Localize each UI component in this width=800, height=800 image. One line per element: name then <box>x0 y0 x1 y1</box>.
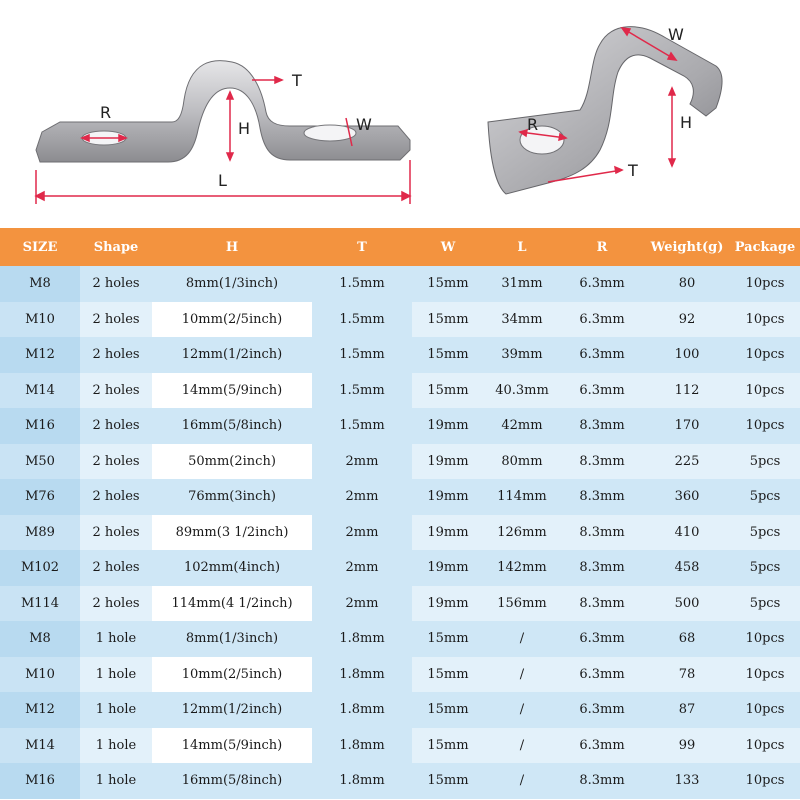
cell-w: 15mm <box>412 692 484 728</box>
label-h-left: H <box>238 119 251 138</box>
cell-size: M16 <box>0 408 80 444</box>
cell-package: 10pcs <box>730 763 800 799</box>
cell-t: 1.5mm <box>312 337 412 373</box>
cell-l: / <box>484 728 560 764</box>
column-header-size: SIZE <box>0 228 80 266</box>
cell-w: 19mm <box>412 515 484 551</box>
table-row <box>0 621 800 657</box>
table-row <box>0 408 800 444</box>
cell-w: 19mm <box>412 479 484 515</box>
cell-h: 14mm(5/9inch) <box>152 373 312 409</box>
cell-l: / <box>484 621 560 657</box>
cell-shape: 2 holes <box>80 550 152 586</box>
cell-size: M16 <box>0 763 80 799</box>
column-header-t: T <box>312 228 412 266</box>
cell-h: 8mm(1/3inch) <box>152 266 312 302</box>
cell-t: 1.8mm <box>312 763 412 799</box>
cell-shape: 2 holes <box>80 479 152 515</box>
cell-r: 6.3mm <box>560 728 644 764</box>
cell-t: 1.5mm <box>312 408 412 444</box>
cell-r: 8.3mm <box>560 586 644 622</box>
table-row <box>0 373 800 409</box>
cell-l: 31mm <box>484 266 560 302</box>
label-t-right: T <box>628 161 638 180</box>
table-row <box>0 515 800 551</box>
cell-t: 1.5mm <box>312 266 412 302</box>
cell-package: 10pcs <box>730 657 800 693</box>
cell-w: 15mm <box>412 373 484 409</box>
cell-size: M14 <box>0 373 80 409</box>
table-body <box>0 266 800 799</box>
cell-weight: 87 <box>644 692 730 728</box>
specification-table <box>0 228 800 799</box>
cell-weight: 170 <box>644 408 730 444</box>
cell-weight: 92 <box>644 302 730 338</box>
cell-h: 114mm(4 1/2inch) <box>152 586 312 622</box>
cell-l: 126mm <box>484 515 560 551</box>
cell-r: 6.3mm <box>560 373 644 409</box>
cell-h: 14mm(5/9inch) <box>152 728 312 764</box>
cell-shape: 1 hole <box>80 621 152 657</box>
cell-w: 15mm <box>412 337 484 373</box>
cell-package: 10pcs <box>730 266 800 302</box>
cell-weight: 225 <box>644 444 730 480</box>
cell-r: 8.3mm <box>560 479 644 515</box>
cell-w: 19mm <box>412 444 484 480</box>
cell-l: 142mm <box>484 550 560 586</box>
cell-t: 1.8mm <box>312 692 412 728</box>
cell-size: M114 <box>0 586 80 622</box>
cell-r: 8.3mm <box>560 515 644 551</box>
table-row <box>0 550 800 586</box>
cell-shape: 2 holes <box>80 302 152 338</box>
cell-t: 1.8mm <box>312 657 412 693</box>
cell-size: M76 <box>0 479 80 515</box>
column-header-h: H <box>152 228 312 266</box>
cell-size: M12 <box>0 337 80 373</box>
cell-package: 10pcs <box>730 373 800 409</box>
cell-shape: 2 holes <box>80 444 152 480</box>
cell-weight: 80 <box>644 266 730 302</box>
cell-w: 15mm <box>412 266 484 302</box>
cell-shape: 2 holes <box>80 515 152 551</box>
cell-t: 1.5mm <box>312 302 412 338</box>
cell-size: M8 <box>0 266 80 302</box>
table-header-row <box>0 228 800 266</box>
cell-weight: 410 <box>644 515 730 551</box>
cell-shape: 2 holes <box>80 266 152 302</box>
column-header-package: Package <box>730 228 800 266</box>
cell-h: 102mm(4inch) <box>152 550 312 586</box>
label-w-right: W <box>668 25 684 44</box>
cell-shape: 2 holes <box>80 373 152 409</box>
cell-weight: 112 <box>644 373 730 409</box>
cell-weight: 78 <box>644 657 730 693</box>
column-header-w: W <box>412 228 484 266</box>
cell-h: 12mm(1/2inch) <box>152 337 312 373</box>
label-w-left: W <box>356 115 372 134</box>
cell-w: 15mm <box>412 621 484 657</box>
table-row <box>0 657 800 693</box>
cell-package: 10pcs <box>730 621 800 657</box>
cell-package: 10pcs <box>730 408 800 444</box>
cell-size: M102 <box>0 550 80 586</box>
cell-weight: 100 <box>644 337 730 373</box>
table-row <box>0 763 800 799</box>
table-row <box>0 692 800 728</box>
cell-weight: 68 <box>644 621 730 657</box>
cell-w: 15mm <box>412 657 484 693</box>
column-header-shape: Shape <box>80 228 152 266</box>
cell-l: 114mm <box>484 479 560 515</box>
cell-r: 6.3mm <box>560 657 644 693</box>
cell-h: 16mm(5/8inch) <box>152 408 312 444</box>
table-row <box>0 337 800 373</box>
cell-weight: 458 <box>644 550 730 586</box>
cell-t: 2mm <box>312 444 412 480</box>
label-r-right: R <box>527 115 539 134</box>
cell-h: 50mm(2inch) <box>152 444 312 480</box>
label-h-right: H <box>680 113 693 132</box>
cell-w: 15mm <box>412 763 484 799</box>
cell-package: 5pcs <box>730 444 800 480</box>
two-hole-clamp-drawing <box>36 60 410 162</box>
cell-shape: 1 hole <box>80 692 152 728</box>
table-row <box>0 444 800 480</box>
column-header-r: R <box>560 228 644 266</box>
cell-package: 5pcs <box>730 586 800 622</box>
product-diagram-area <box>0 0 800 228</box>
cell-size: M8 <box>0 621 80 657</box>
cell-w: 19mm <box>412 586 484 622</box>
cell-r: 8.3mm <box>560 550 644 586</box>
cell-package: 5pcs <box>730 479 800 515</box>
cell-r: 6.3mm <box>560 337 644 373</box>
cell-h: 12mm(1/2inch) <box>152 692 312 728</box>
cell-package: 10pcs <box>730 337 800 373</box>
cell-h: 8mm(1/3inch) <box>152 621 312 657</box>
cell-shape: 2 holes <box>80 337 152 373</box>
label-t-left: T <box>292 71 302 90</box>
cell-t: 2mm <box>312 515 412 551</box>
label-l-left: L <box>218 171 227 190</box>
cell-weight: 500 <box>644 586 730 622</box>
table-row <box>0 479 800 515</box>
cell-l: 42mm <box>484 408 560 444</box>
cell-r: 6.3mm <box>560 266 644 302</box>
cell-l: 39mm <box>484 337 560 373</box>
cell-l: 40.3mm <box>484 373 560 409</box>
column-header-l: L <box>484 228 560 266</box>
cell-h: 10mm(2/5inch) <box>152 657 312 693</box>
cell-h: 89mm(3 1/2inch) <box>152 515 312 551</box>
cell-h: 10mm(2/5inch) <box>152 302 312 338</box>
cell-size: M10 <box>0 302 80 338</box>
clamp-dimension-diagrams <box>0 0 800 228</box>
cell-weight: 99 <box>644 728 730 764</box>
cell-package: 5pcs <box>730 515 800 551</box>
cell-shape: 2 holes <box>80 408 152 444</box>
cell-size: M89 <box>0 515 80 551</box>
cell-l: / <box>484 692 560 728</box>
one-hole-clamp-drawing <box>488 27 722 194</box>
column-header-weight: Weight(g) <box>644 228 730 266</box>
cell-t: 1.8mm <box>312 621 412 657</box>
table-row <box>0 266 800 302</box>
table-row <box>0 586 800 622</box>
cell-r: 8.3mm <box>560 763 644 799</box>
cell-package: 10pcs <box>730 728 800 764</box>
cell-r: 8.3mm <box>560 444 644 480</box>
cell-t: 2mm <box>312 550 412 586</box>
cell-package: 10pcs <box>730 692 800 728</box>
cell-l: 80mm <box>484 444 560 480</box>
cell-l: 34mm <box>484 302 560 338</box>
cell-r: 6.3mm <box>560 692 644 728</box>
cell-t: 1.5mm <box>312 373 412 409</box>
cell-w: 15mm <box>412 728 484 764</box>
cell-r: 8.3mm <box>560 408 644 444</box>
cell-shape: 1 hole <box>80 728 152 764</box>
cell-r: 6.3mm <box>560 302 644 338</box>
cell-l: 156mm <box>484 586 560 622</box>
cell-shape: 1 hole <box>80 763 152 799</box>
cell-l: / <box>484 657 560 693</box>
cell-t: 2mm <box>312 586 412 622</box>
cell-shape: 1 hole <box>80 657 152 693</box>
cell-shape: 2 holes <box>80 586 152 622</box>
label-r-left: R <box>100 103 112 122</box>
cell-weight: 133 <box>644 763 730 799</box>
cell-size: M14 <box>0 728 80 764</box>
cell-r: 6.3mm <box>560 621 644 657</box>
cell-w: 19mm <box>412 550 484 586</box>
cell-t: 2mm <box>312 479 412 515</box>
table-row <box>0 302 800 338</box>
cell-weight: 360 <box>644 479 730 515</box>
cell-l: / <box>484 763 560 799</box>
cell-w: 19mm <box>412 408 484 444</box>
cell-size: M50 <box>0 444 80 480</box>
cell-w: 15mm <box>412 302 484 338</box>
cell-h: 16mm(5/8inch) <box>152 763 312 799</box>
cell-h: 76mm(3inch) <box>152 479 312 515</box>
table-row <box>0 728 800 764</box>
cell-package: 10pcs <box>730 302 800 338</box>
cell-package: 5pcs <box>730 550 800 586</box>
cell-size: M10 <box>0 657 80 693</box>
cell-size: M12 <box>0 692 80 728</box>
cell-t: 1.8mm <box>312 728 412 764</box>
